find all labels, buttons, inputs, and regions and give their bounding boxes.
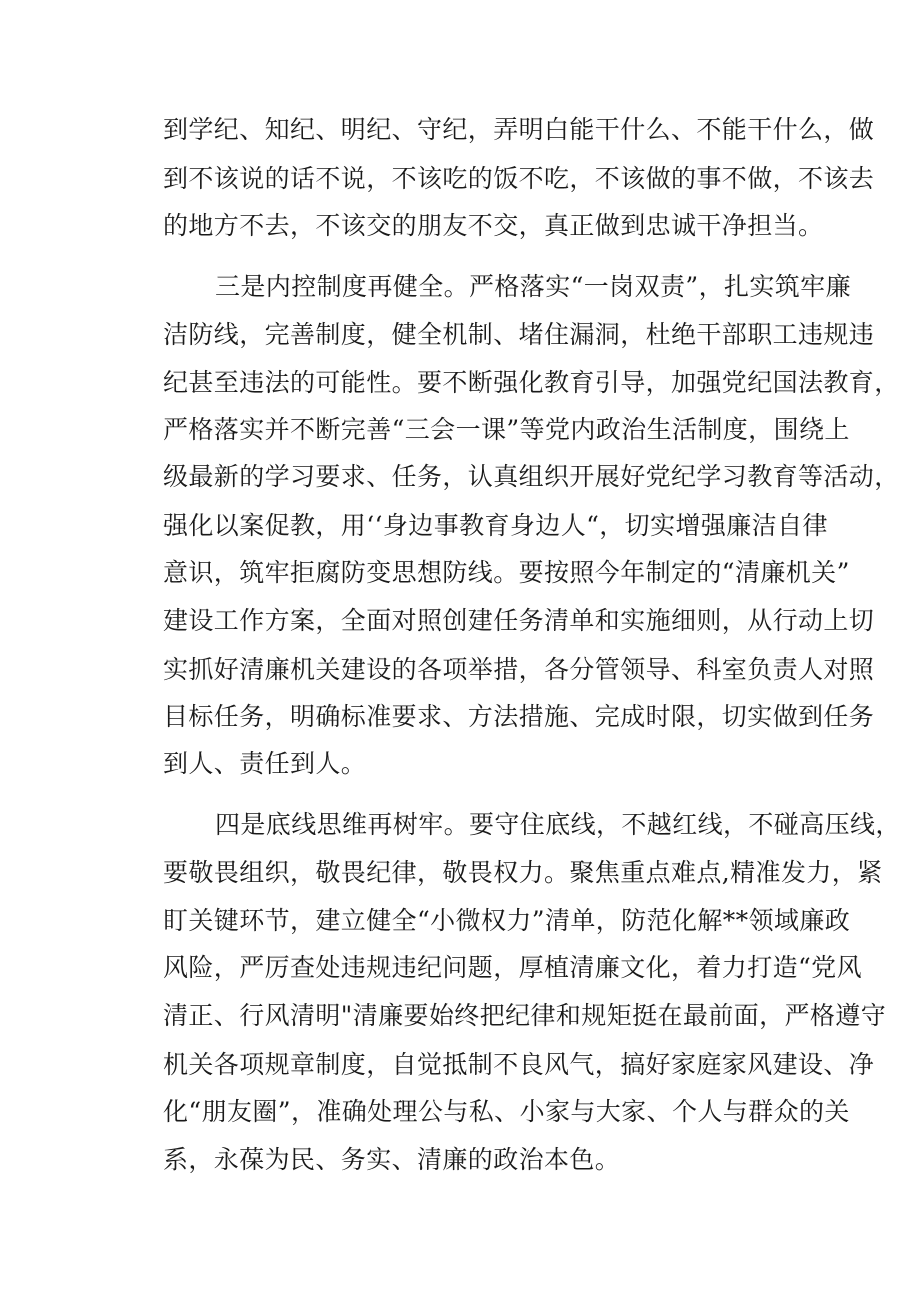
- paragraph-line: 清正、行风清明"清廉要始终把纪律和规矩挺在最前面，严格遵守: [163, 1001, 887, 1030]
- paragraph-line: 强化以案促教，用‘‘身边事教育身边人“，切实增强廉洁自律: [163, 511, 828, 540]
- paragraph-line: 实抓好清廉机关建设的各项举措，各分管领导、科室负责人对照: [163, 655, 875, 684]
- paragraph-line: 到学纪、知纪、明纪、守纪，弄明白能干什么、不能干什么，做: [163, 115, 875, 144]
- paragraph-line: 到不该说的话不说，不该吃的饭不吃，不该做的事不做，不该去: [163, 164, 875, 193]
- paragraph-line: 盯关键环节，建立健全“小微权力”清单，防范化解**领域廉政: [163, 906, 851, 935]
- paragraph-line: 要敬畏组织，敬畏纪律，敬畏权力。聚焦重点难点,精准发力，紧: [163, 858, 883, 887]
- paragraph-line: 级最新的学习要求、任务，认真组织开展好党纪学习教育等活动，: [163, 462, 900, 491]
- paragraph-line: 目标任务，明确标准要求、方法措施、完成时限，切实做到任务: [163, 702, 875, 731]
- paragraph-line: 纪甚至违法的可能性。要不断强化教育引导，加强党纪国法教育，: [163, 368, 900, 397]
- paragraph-line: 洁防线，完善制度，健全机制、堵住漏洞，杜绝干部职工违规违: [163, 320, 875, 349]
- paragraph-line: 风险，严厉查处违规违纪问题，厚植清廉文化，着力打造“党风: [163, 953, 862, 982]
- paragraph-line: 建设工作方案，全面对照创建任务清单和实施细则，从行动上切: [163, 606, 875, 635]
- paragraph-line: 意识，筑牢拒腐防变思想防线。要按照今年制定的“清廉机关”: [163, 558, 850, 587]
- paragraph-line: 三是内控制度再健全。严格落实“一岗双责”，扎实筑牢廉: [215, 272, 851, 301]
- paragraph-line: 化“朋友圈”，准确处理公与私、小家与大家、个人与群众的关: [163, 1097, 850, 1126]
- paragraph-line: 到人、责任到人。: [163, 749, 367, 778]
- paragraph-line: 机关各项规章制度，自觉抵制不良风气，搞好家庭家风建设、净: [163, 1050, 875, 1079]
- paragraph-line: 系，永葆为民、务实、清廉的政治本色。: [163, 1145, 621, 1174]
- paragraph-line: 的地方不去，不该交的朋友不交，真正做到忠诚干净担当。: [163, 211, 824, 240]
- paragraph-line: 严格落实并不断完善“三会一课”等党内政治生活制度，围绕上: [163, 415, 850, 444]
- paragraph-line: 四是底线思维再树牢。要守住底线，不越红线，不碰高压线，: [215, 810, 901, 839]
